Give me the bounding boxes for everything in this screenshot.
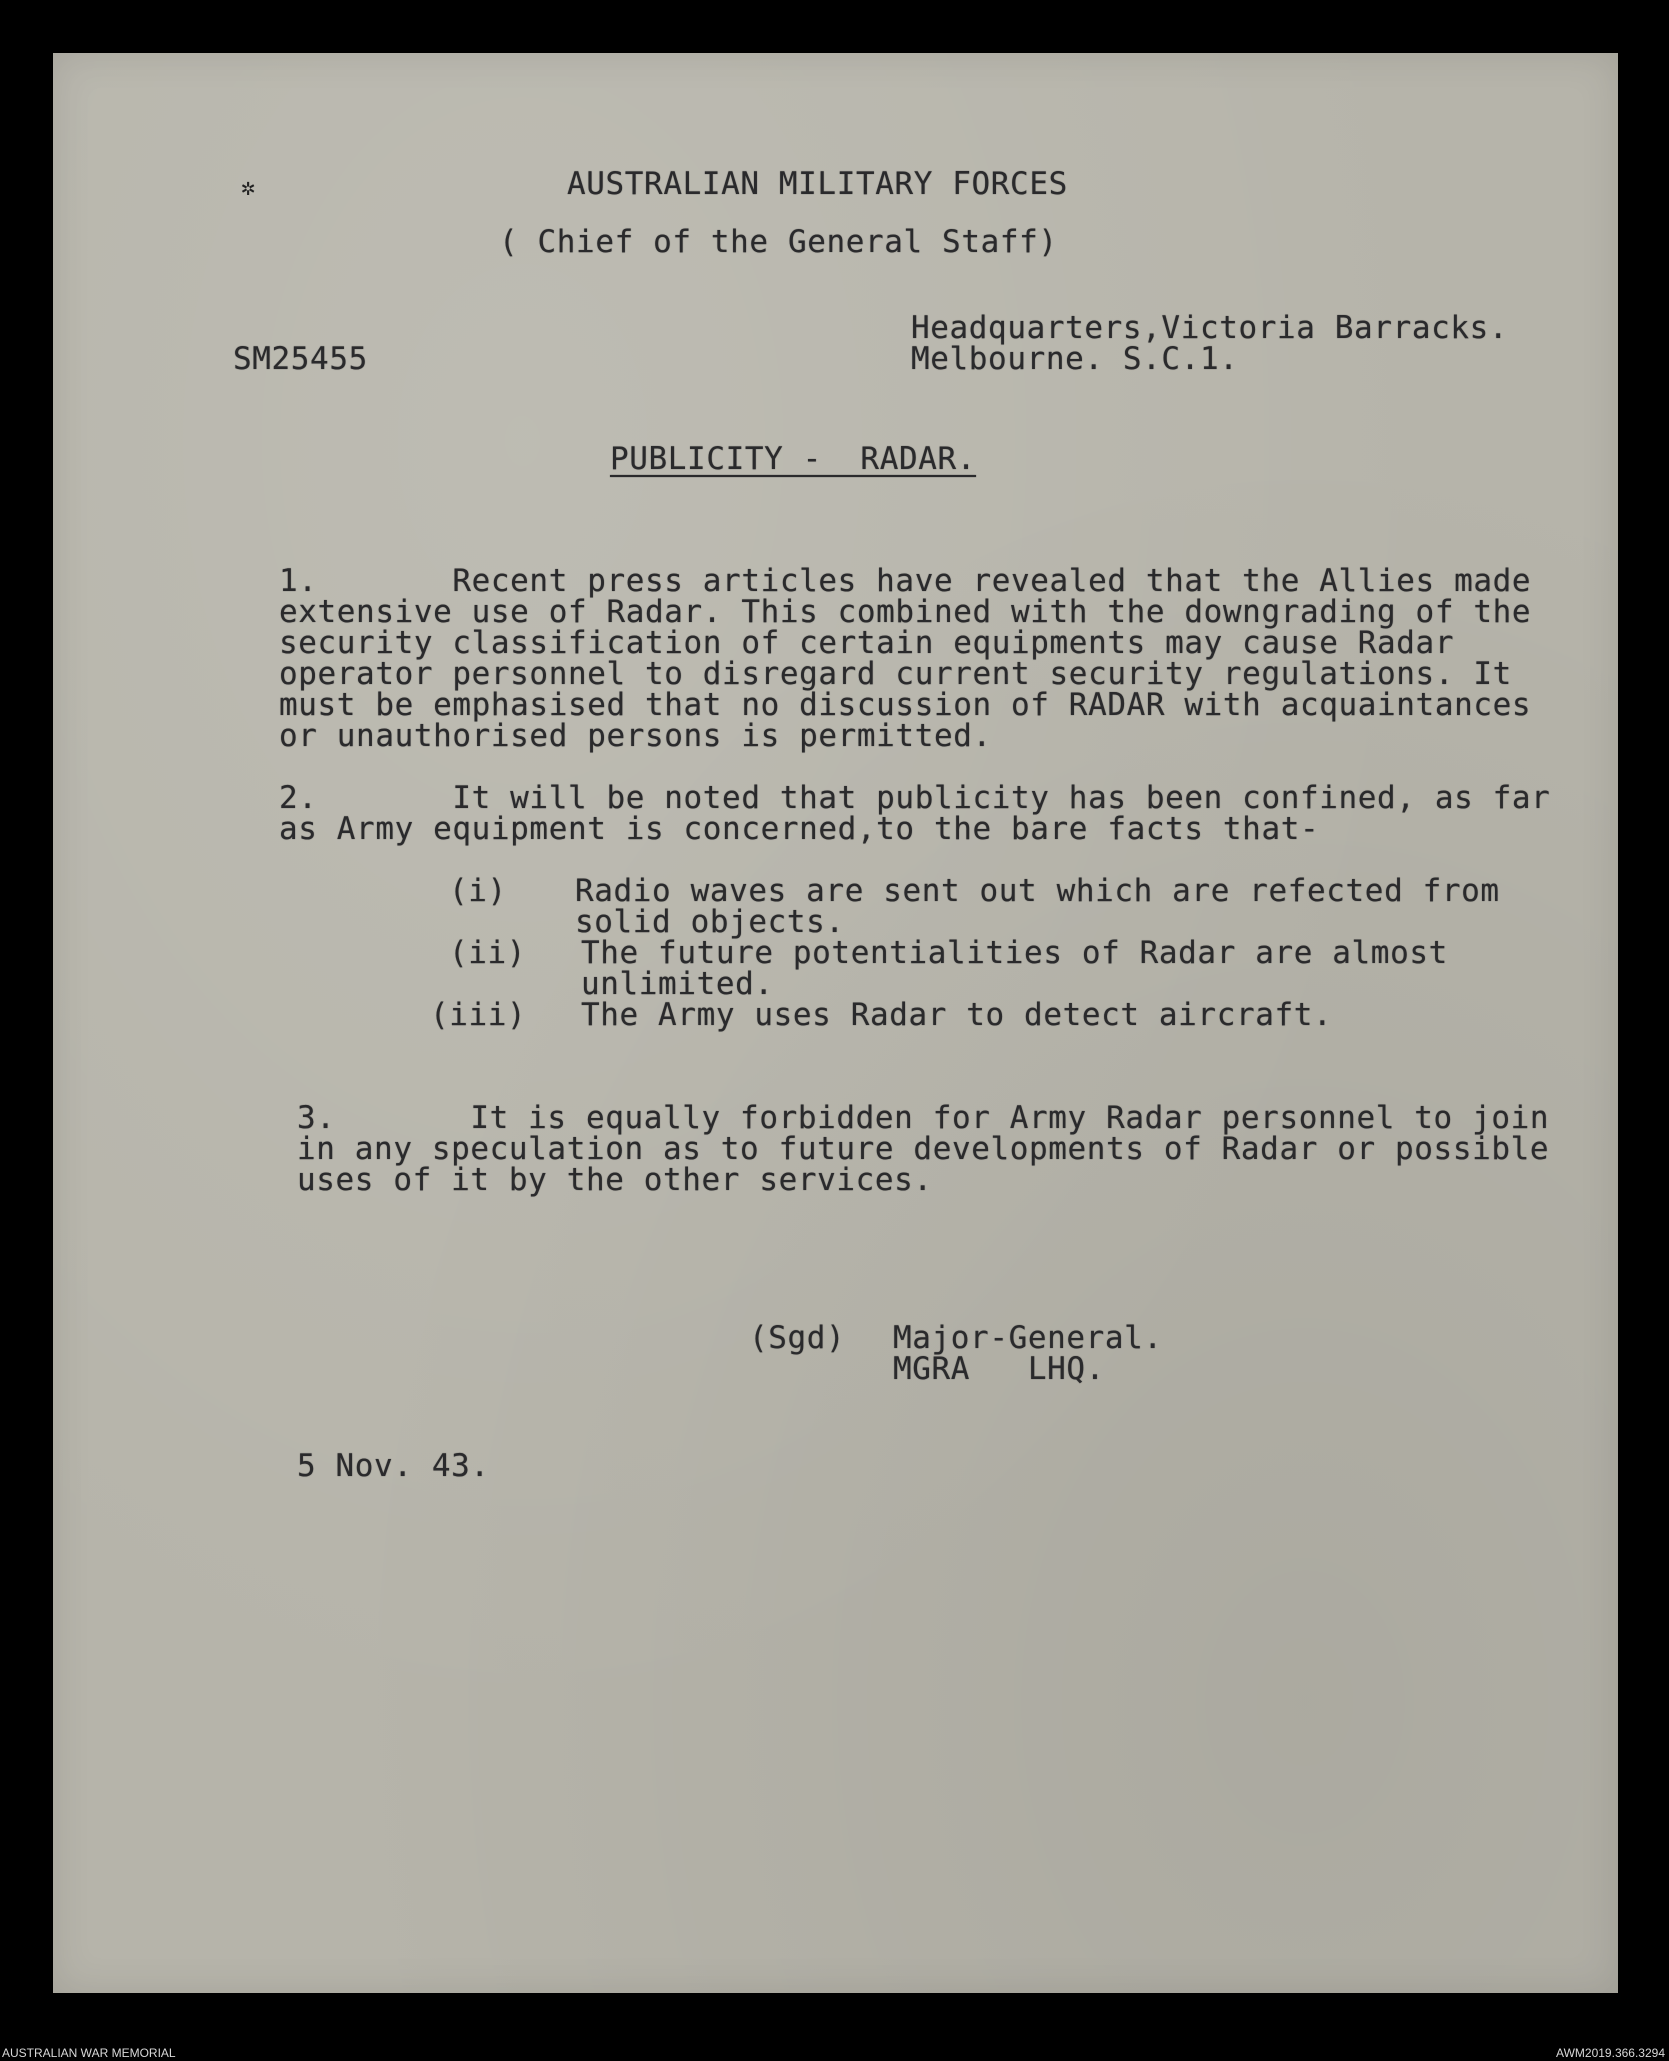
pin-mark: ✲ xyxy=(241,173,256,201)
fact-number: (ii) xyxy=(449,935,527,971)
reference-number: SM25455 xyxy=(233,341,368,377)
document-date: 5 Nov. 43. xyxy=(297,1448,490,1484)
signature-sgd: (Sgd) xyxy=(749,1320,846,1356)
fact-number: (iii) xyxy=(430,997,527,1033)
fact-text: Radio waves are sent out which are refected from xyxy=(575,873,1500,909)
fact-number: (i) xyxy=(449,873,507,909)
paragraph-2-line: as Army equipment is concerned,to the bare facts that- xyxy=(279,811,1320,847)
paragraph-3-line: uses of it by the other services. xyxy=(297,1162,933,1198)
paragraph-1-line: 1. Recent press articles have revealed that the Allies made xyxy=(279,563,1532,599)
paragraph-1-line: security classification of certain equipments may cause Radar xyxy=(279,625,1455,661)
paragraph-3-line: 3. It is equally forbidden for Army Radar personnel to join xyxy=(297,1100,1550,1136)
fact-text: unlimited. xyxy=(581,966,774,1002)
footer-accession: AWM2019.366.3294 xyxy=(1556,2046,1665,2060)
address-line-2: Melbourne. S.C.1. xyxy=(911,341,1239,377)
paragraph-1-line: must be emphasised that no discussion of RADAR with acquaintances xyxy=(279,687,1532,723)
signature-unit: MGRA LHQ. xyxy=(893,1351,1105,1387)
paragraph-2-line: 2. It will be noted that publicity has been confined, as far xyxy=(279,780,1551,816)
letterhead-office: ( Chief of the General Staff) xyxy=(499,224,1058,260)
fact-text: solid objects. xyxy=(575,904,845,940)
signature-rank: Major-General. xyxy=(893,1320,1163,1356)
paragraph-1-line: extensive use of Radar. This combined with the downgrading of the xyxy=(279,594,1532,630)
footer-credit: AUSTRALIAN WAR MEMORIAL xyxy=(2,2046,176,2060)
paragraph-3-line: in any speculation as to future developments of Radar or possible xyxy=(297,1131,1550,1167)
subject-heading: PUBLICITY - RADAR. xyxy=(610,441,977,477)
document-page xyxy=(53,53,1618,1993)
paragraph-1-line: or unauthorised persons is permitted. xyxy=(279,718,992,754)
address-line-1: Headquarters,Victoria Barracks. xyxy=(911,310,1509,346)
paragraph-1-line: operator personnel to disregard current security regulations. It xyxy=(279,656,1512,692)
letterhead-org: AUSTRALIAN MILITARY FORCES xyxy=(567,166,1068,202)
fact-text: The Army uses Radar to detect aircraft. xyxy=(581,997,1333,1033)
fact-text: The future potentialities of Radar are almost xyxy=(581,935,1448,971)
